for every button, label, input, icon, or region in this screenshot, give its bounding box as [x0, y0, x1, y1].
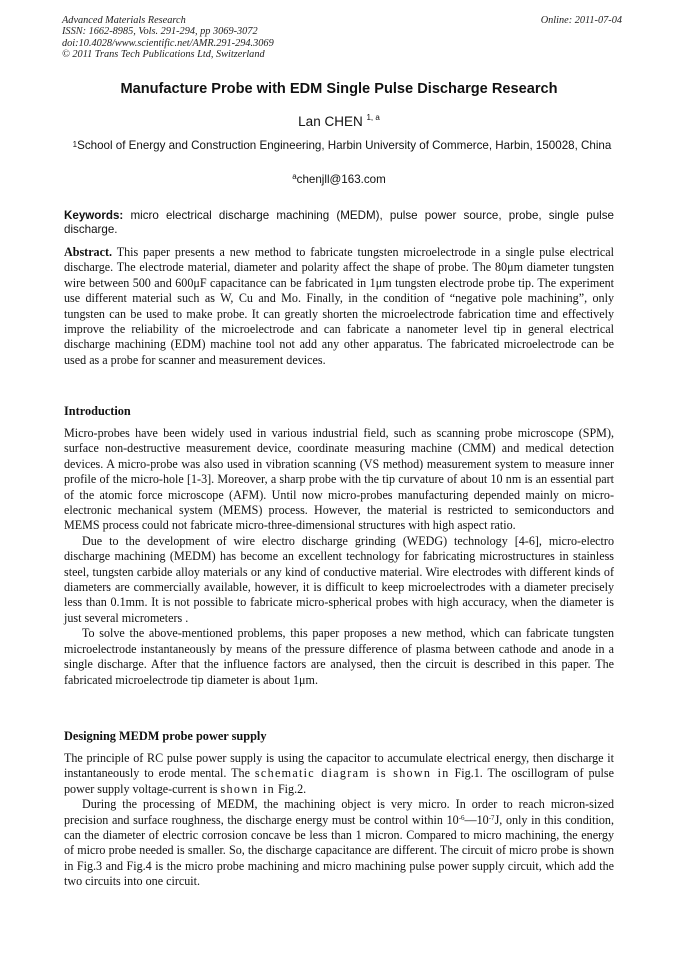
paper-title: Manufacture Probe with EDM Single Pulse Discharge Research: [120, 81, 558, 97]
design-p1-spaced-2: shown in: [220, 781, 275, 796]
affiliation-mark: 1: [72, 140, 78, 149]
keywords-text: micro electrical discharge machining (MEDM), pulse power source, probe, single pulse discharge.: [64, 209, 614, 237]
design-p1-text-c: Fig.2.: [274, 781, 307, 796]
copyright-line: © 2011 Trans Tech Publications Ltd, Switzerland: [62, 49, 265, 61]
design-p2-text-c: J, only in this condition, can the diameter of electric corrosion concave be less than 1 micron. Compared to micro machining, the energy of micro probe needed is smaller. So, the discharge capacitance are different. The circuit of micro probe is shown in Fig.3 and Fig.4 is the micro probe machining and micro machining pulse power supply circuit, which add the two circuits into one circuit.: [64, 812, 614, 889]
abstract-label: Abstract.: [64, 245, 113, 259]
affiliation: [66, 138, 618, 153]
abstract-text: This paper presents a new method to fabricate tungsten microelectrode in a single pulse electrical discharge. The electrode material, diameter and polarity affect the shape of probe. The 80μm diameter tungsten wire between 500 and 600μF capacitance can be fabricated in 1μm tungsten electrode probe tip. The experiment use different material such as W, Cu and Mo. Finally, in the condition of “negative pole machining”, only tungsten can be used to make probe. It can greatly shorten the microelectrode fabrication time and effectively improve the reliability of the microelectrode and can fabricate a nanometer level tip in general electrical discharge machining (EDM) machine tool not add any other apparatus. The fabricated microelectrode can be used as a probe for scanner and measurement devices.: [64, 245, 614, 367]
journal-header: [62, 15, 622, 61]
journal-name: Advanced Materials Research: [62, 15, 186, 26]
design-p2-exponent-1: -6: [458, 813, 465, 822]
affiliation-text: School of Energy and Construction Engineering, Harbin University of Commerce, Harbin, 150028, China: [77, 139, 612, 152]
keywords-label: Keywords:: [64, 209, 124, 222]
author-name: Lan CHEN: [298, 114, 363, 129]
design-paragraph-1: [64, 751, 614, 797]
design-body: [64, 751, 614, 890]
email-line: [0, 173, 678, 186]
issn-line: ISSN: 1662-8985, Vols. 291-294, pp 3069-3072: [62, 26, 258, 38]
intro-paragraph-3: To solve the above-mentioned problems, this paper proposes a new method, which can fabricate tungsten microelectrode instantaneously by means of the pressure difference of plasma between cathode and anode in a single discharge. After that the influence factors are analysed, then the circuit is described in this paper. The fabricated microelectrode tip diameter is about 1μm.: [64, 626, 614, 687]
design-heading: Designing MEDM probe power supply: [64, 729, 267, 743]
author-mark: 1, a: [366, 113, 380, 122]
design-paragraph-2: [64, 797, 614, 889]
abstract-block: [64, 245, 614, 368]
author-line: [0, 114, 678, 129]
doi-line: doi:10.4028/www.scientific.net/AMR.291-294.3069: [62, 37, 274, 49]
design-p2-text-b: —10: [464, 812, 489, 827]
design-p1-text-a: The principle of RC pulse power supply is using the capacitor to accumulate electrical energy, then discharge it instantaneously to erode mental. The: [64, 751, 614, 781]
design-p1-spaced-1: schematic diagram is shown in: [254, 766, 450, 781]
introduction-heading: Introduction: [64, 404, 131, 418]
design-p2-text-a: During the processing of MEDM, the machining object is very micro. In order to reach micron-sized precision and surface roughness, the discharge energy must be control within 10: [64, 797, 614, 827]
intro-paragraph-2: Due to the development of wire electro discharge grinding (WEDG) technology [4-6], micro-electro discharge machining (MEDM) has become an excellent technology for fabricating microstructures in stainless steel, tungsten carbide alloy materials or any kind of conductive material. Wire electrodes with different kinds of diameters are commercially available, however, it is difficult to keep microelectrodes with a diameter precisely less than 0.1mm. It is not possible to fabricate micro-spherical probes with high accuracy, when the diameter is just several micrometers .: [64, 533, 614, 625]
keywords-block: [64, 209, 614, 237]
online-date: Online: 2011-07-04: [540, 15, 622, 26]
email-address: chenjll@163.com: [296, 173, 386, 186]
design-p2-exponent-2: -7: [488, 813, 495, 822]
introduction-body: [64, 426, 614, 688]
design-p1-text-b: Fig.1. The oscillogram of pulse power supply voltage-current is: [64, 766, 614, 796]
email-mark: a: [292, 172, 297, 181]
intro-paragraph-1: Micro-probes have been widely used in various industrial field, such as scanning probe microscope (SPM), surface non-destructive measurement device, coordinate measuring machine (CMM) and medical detection devices. A micro-probe was also used in vibration scanning (VS method) measurement system to measure inner profile of the micro-hole [1-3]. Moreover, a sharp probe with the tip curvature of about 10 nm is an essential part of the atomic force microscope (AFM). Until now micro-probes manufacturing depended mainly on micro-electronic mechanical system (MEMS) process. However, the material is restricted to semiconductors and MEMS process could not fabricate micro-three-dimensional structures with high aspect ratio.: [64, 426, 614, 533]
